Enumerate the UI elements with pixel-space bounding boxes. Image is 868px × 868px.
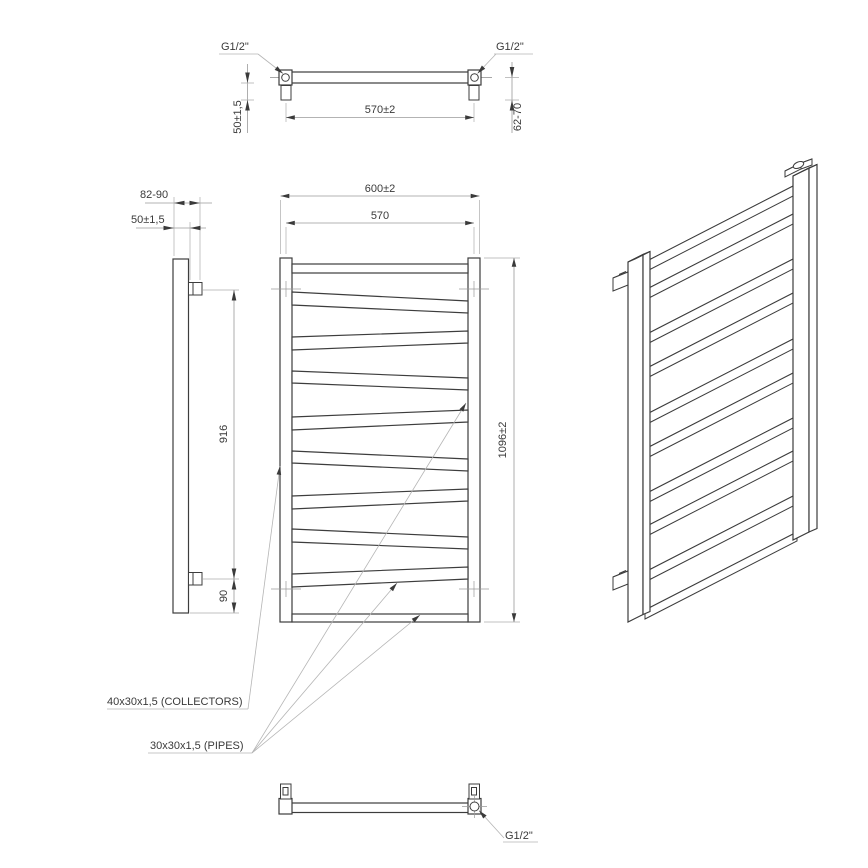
perspective-right-post: [793, 165, 817, 541]
dimension-text: 570: [370, 210, 390, 222]
pipe-2: [292, 292, 468, 313]
extension-lines: [286, 227, 474, 254]
top-view-right-bracket: [469, 86, 479, 101]
dimension-text: 50±1,5: [131, 214, 165, 226]
dimension-text: 82-90: [140, 189, 169, 201]
leader-line: [258, 54, 283, 74]
side-view-bottom-fitting: [189, 573, 203, 586]
dim-top-width: [286, 103, 474, 122]
dim-top-depth-range: [505, 62, 524, 133]
dimension-text: 50±1,5: [232, 100, 244, 134]
bottom-view-left-end-cap: [279, 799, 292, 815]
top-view-left-bracket: [281, 86, 291, 101]
dimension-text: 90: [218, 589, 230, 603]
front-right-collector: [468, 258, 480, 622]
g12-label: G1/2": [505, 830, 533, 842]
perspective-view: [613, 159, 817, 622]
fitting-outline: [189, 283, 203, 296]
arrow-down: [245, 73, 250, 84]
dimension-text: 600±2: [364, 183, 396, 195]
g12-callout-bottom: [479, 811, 538, 843]
pipe-9: [292, 567, 468, 587]
arrow-down: [510, 67, 515, 78]
pipe-8: [292, 529, 468, 549]
bottom-view: [279, 784, 538, 842]
bottom-connection-hole: [470, 802, 479, 811]
dimension-text: 1096±2: [497, 421, 509, 459]
leader-line: [248, 466, 280, 709]
arrow-up: [232, 579, 237, 590]
dim-front-height: [484, 258, 520, 622]
top-view-collector-tube: [283, 72, 477, 83]
collectors-label: 40x30x1,5 (COLLECTORS): [107, 696, 243, 708]
dimension-text: 916: [218, 424, 230, 444]
side-view-body: [173, 259, 189, 613]
pipe-10: [292, 614, 468, 622]
front-left-collector: [280, 258, 292, 622]
extension-lines: [281, 200, 480, 254]
arrow-up: [245, 100, 250, 111]
arrow-up: [232, 290, 237, 301]
arrow-down: [232, 569, 237, 580]
dim-front-pitch: [286, 210, 474, 254]
g12-label: G1/2": [496, 41, 524, 53]
arrow-down: [232, 603, 237, 614]
leader-line: [479, 811, 504, 839]
top-view-right-connection-hole: [471, 74, 479, 82]
mounting-center-marks: [271, 281, 489, 597]
g12-callout-top-right: [478, 41, 534, 74]
fitting-outline: [189, 573, 203, 586]
leader-line: [478, 54, 497, 74]
arrow-left: [164, 226, 175, 230]
top-view: [219, 41, 533, 134]
arrow-left: [174, 201, 185, 205]
bottom-view-collector-tube: [282, 803, 478, 813]
arrow-right: [190, 226, 201, 230]
rung: [645, 491, 805, 583]
perspective-rungs: [645, 181, 805, 620]
pipe-7: [292, 489, 468, 509]
dimension-text: 570±2: [364, 104, 396, 116]
dim-top-wall-distance: [232, 64, 254, 134]
top-view-left-connection-hole: [282, 74, 290, 82]
dim-side-pitch: [203, 290, 239, 579]
pipe-4: [292, 371, 468, 390]
side-view: [131, 189, 239, 613]
bracket-slot: [472, 788, 477, 796]
g12-callout-top-left: [219, 41, 283, 74]
pipe-5: [292, 410, 468, 430]
pipe-3: [292, 331, 468, 350]
rung: [645, 529, 805, 620]
pipe-6: [292, 451, 468, 471]
front-view: [107, 183, 520, 753]
side-view-top-fitting: [189, 283, 203, 296]
bottom-view-left-bracket: [281, 784, 292, 799]
arrow-right: [190, 201, 201, 205]
dim-side-wall-distance: [131, 214, 206, 280]
g12-label: G1/2": [221, 41, 249, 53]
pipe-1: [292, 264, 468, 273]
dimension-text: 62-70: [512, 102, 524, 132]
perspective-left-post: [628, 252, 650, 623]
pipes-label: 30x30x1,5 (PIPES): [150, 740, 244, 752]
collectors-callout: [107, 466, 280, 709]
bracket-slot: [283, 788, 288, 796]
leader-line-2: [252, 583, 397, 753]
leader-line-3: [252, 615, 420, 753]
